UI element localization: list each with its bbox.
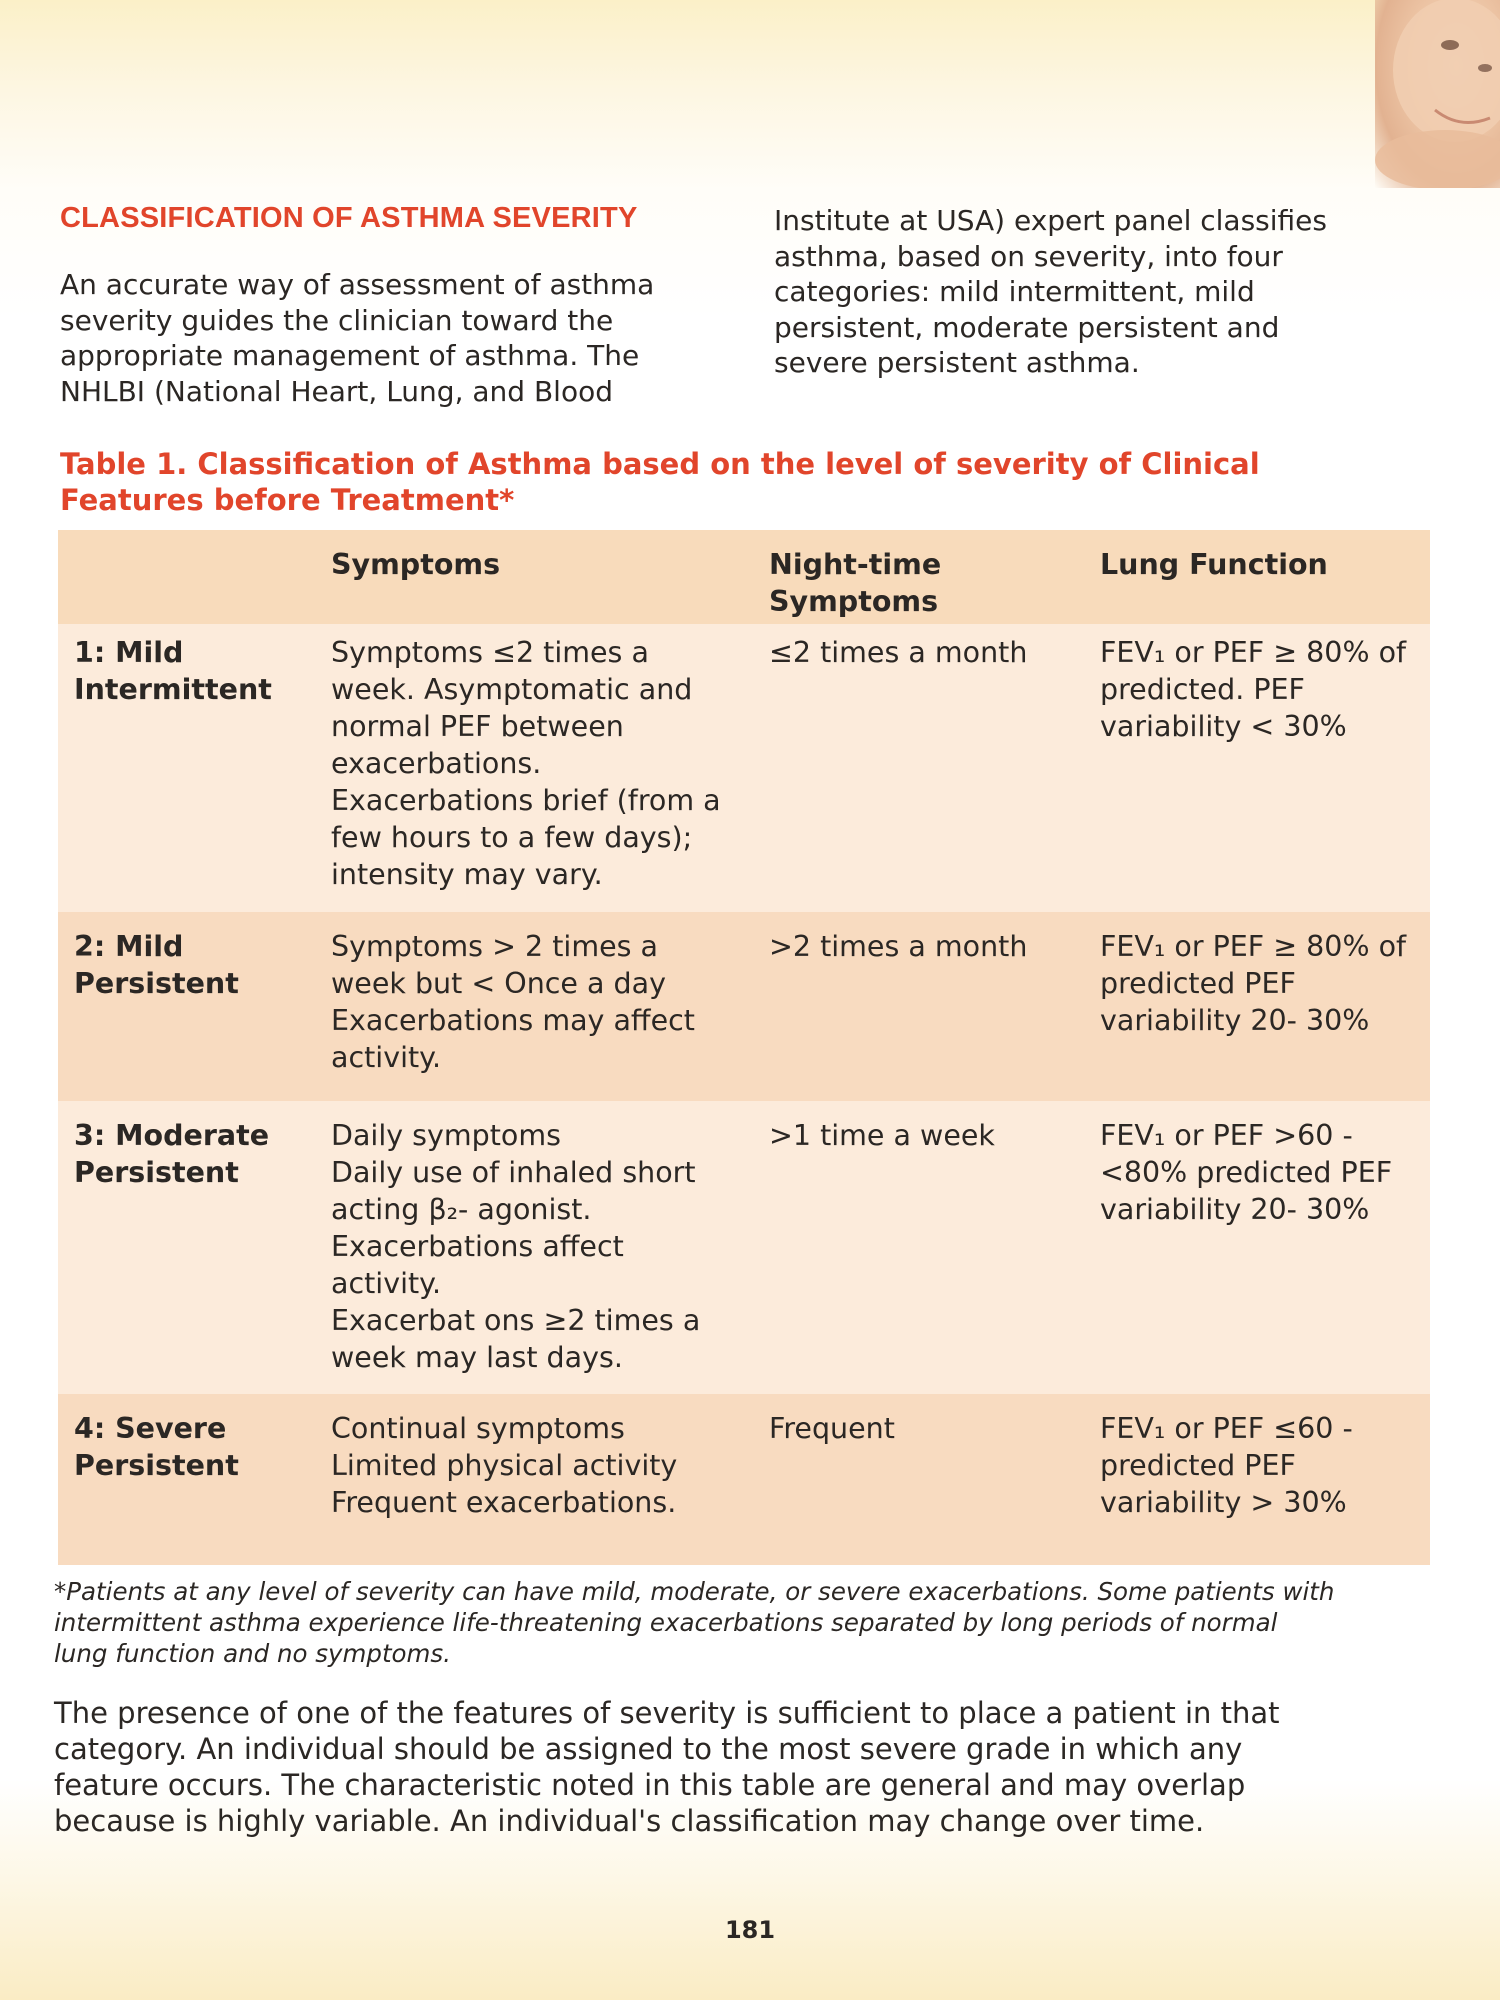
lung-function-cell [1100, 1101, 1430, 1394]
lung-function-cell-line: predicted PEF [1100, 967, 1296, 1000]
severity-level-cell-line: 4: Severe [74, 1412, 227, 1445]
night-time-symptoms-cell [769, 624, 1100, 912]
intro-left-line: An accurate way of assessment of asthma [60, 268, 655, 301]
symptoms-cell-line: Frequent exacerbations. [331, 1486, 677, 1519]
night-time-symptoms-cell-line: >2 times a month [769, 930, 1028, 963]
baby-photo [1375, 0, 1500, 188]
symptoms-cell [331, 1101, 769, 1394]
header-level [58, 530, 331, 624]
lung-function-cell [1100, 912, 1430, 1101]
symptoms-cell-line: few hours to a few days); [331, 821, 693, 854]
lung-function-cell-line: variability < 30% [1100, 710, 1347, 743]
severity-level-cell [58, 1101, 331, 1394]
night-time-symptoms-cell [769, 912, 1100, 1101]
symptoms-cell-line: exacerbations. [331, 747, 542, 780]
asthma-severity-table [58, 530, 1430, 1565]
intro-left-line: NHLBI (National Heart, Lung, and Blood [60, 374, 613, 408]
header-symptoms: Symptoms [331, 530, 769, 624]
footnote-line: intermittent asthma experience life-threatening exacerbations separated by long periods of normal [54, 1608, 1278, 1637]
intro-right-line: categories: mild intermittent, mild [774, 275, 1255, 308]
symptoms-cell-line: normal PEF between [331, 710, 624, 743]
symptoms-cell [331, 912, 769, 1101]
lung-function-cell-line: predicted. PEF [1100, 673, 1305, 706]
severity-level-cell-line: Persistent [74, 1156, 239, 1189]
symptoms-cell-line: Symptoms > 2 times a [331, 930, 658, 963]
symptoms-cell-line: Exacerbations brief (from a [331, 784, 721, 817]
table-row [58, 1101, 1430, 1394]
lung-function-cell-line: variability 20- 30% [1100, 1004, 1370, 1037]
symptoms-cell-line: Limited physical activity [331, 1449, 678, 1482]
severity-level-cell [58, 1394, 331, 1565]
lung-function-cell-line: <80% predicted PEF [1100, 1156, 1393, 1189]
symptoms-cell-line: Daily symptoms [331, 1119, 561, 1152]
footnote-line: *Patients at any level of severity can have mild, moderate, or severe exacerbations. Some patients with [54, 1577, 1335, 1606]
symptoms-cell-line: week. Asymptomatic and [331, 673, 693, 706]
baby-face-illustration [1375, 0, 1500, 188]
table-title-line: Table 1. Classification of Asthma based on the level of severity of Clinical [60, 447, 1260, 481]
night-time-symptoms-cell-line: >1 time a week [769, 1119, 995, 1152]
lung-function-cell-line: variability 20- 30% [1100, 1193, 1370, 1226]
lung-function-cell [1100, 624, 1430, 912]
lung-function-cell-line: FEV₁ or PEF ≥ 80% of [1100, 636, 1407, 669]
table-header-row [58, 530, 1430, 624]
page-number: 181 [724, 1916, 776, 1944]
header-lung-function: Lung Function [1100, 530, 1430, 624]
intro-left-line: severity guides the clinician toward the [60, 303, 614, 337]
symptoms-cell-line: acting β₂- agonist. [331, 1193, 592, 1226]
severity-level-cell-line: Persistent [74, 967, 239, 1000]
table-footnote [54, 1576, 1430, 1669]
lung-function-cell-line: FEV₁ or PEF ≤60 - [1100, 1412, 1353, 1445]
table-title [60, 446, 1440, 518]
lung-function-cell-line: FEV₁ or PEF >60 - [1100, 1119, 1353, 1152]
symptoms-cell-line: Exacerbations affect [331, 1230, 624, 1263]
intro-right-line: persistent, moderate persistent and [774, 310, 1280, 344]
header-night-line: Symptoms [769, 585, 939, 618]
table-row [58, 912, 1430, 1101]
night-time-symptoms-cell [769, 1101, 1100, 1394]
intro-right-line: severe persistent asthma. [774, 346, 1140, 379]
night-time-symptoms-cell-line: Frequent [769, 1412, 895, 1445]
symptoms-cell-line: Exacerbations may affect [331, 1004, 695, 1037]
severity-level-cell-line: Intermittent [74, 673, 272, 706]
header-night-line: Night-time [769, 548, 942, 581]
severity-level-cell-line: 2: Mild [74, 930, 184, 963]
closing-line: feature occurs. The characteristic noted in this table are general and may overlap [54, 1768, 1246, 1802]
symptoms-cell-line: activity. [331, 1041, 442, 1074]
lung-function-cell-line: FEV₁ or PEF ≥ 80% of [1100, 930, 1407, 963]
symptoms-cell-line: intensity may vary. [331, 858, 603, 891]
intro-right-line: Institute at USA) expert panel classifies [774, 204, 1327, 237]
lung-function-cell-line: predicted PEF [1100, 1449, 1296, 1482]
severity-level-cell [58, 624, 331, 912]
lung-function-cell-line: variability > 30% [1100, 1486, 1347, 1519]
symptoms-cell [331, 624, 769, 912]
closing-line: because is highly variable. An individual's classification may change over time. [54, 1804, 1205, 1838]
symptoms-cell-line: week but < Once a day [331, 967, 666, 1000]
closing-line: category. An individual should be assigned to the most severe grade in which any [54, 1732, 1243, 1766]
night-time-symptoms-cell [769, 1394, 1100, 1565]
symptoms-cell-line: Symptoms ≤2 times a [331, 636, 649, 669]
intro-paragraph-right [774, 203, 1430, 381]
section-heading: CLASSIFICATION OF ASTHMA SEVERITY [60, 202, 638, 234]
intro-left-line: appropriate management of asthma. The [60, 339, 640, 372]
severity-level-cell-line: 3: Moderate [74, 1119, 270, 1152]
intro-paragraph-left [60, 267, 716, 409]
table-title-line: Features before Treatment* [60, 483, 515, 517]
symptoms-cell [331, 1394, 769, 1565]
footnote-line: lung function and no symptoms. [54, 1639, 451, 1668]
symptoms-cell-line: Continual symptoms [331, 1412, 625, 1445]
table-row [58, 624, 1430, 912]
symptoms-cell-line: week may last days. [331, 1341, 623, 1374]
severity-level-cell [58, 912, 331, 1101]
severity-level-cell-line: Persistent [74, 1449, 239, 1482]
table-row [58, 1394, 1430, 1565]
symptoms-cell-line: Exacerbat ons ≥2 times a [331, 1304, 701, 1337]
symptoms-cell-line: activity. [331, 1267, 442, 1300]
intro-right-line: asthma, based on severity, into four [774, 239, 1283, 273]
header-night-time-symptoms [769, 530, 1100, 624]
closing-line: The presence of one of the features of severity is sufficient to place a patient in that [54, 1696, 1280, 1730]
lung-function-cell [1100, 1394, 1430, 1565]
symptoms-cell-line: Daily use of inhaled short [331, 1156, 696, 1189]
night-time-symptoms-cell-line: ≤2 times a month [769, 636, 1028, 669]
severity-level-cell-line: 1: Mild [74, 636, 184, 669]
closing-paragraph [54, 1695, 1430, 1839]
